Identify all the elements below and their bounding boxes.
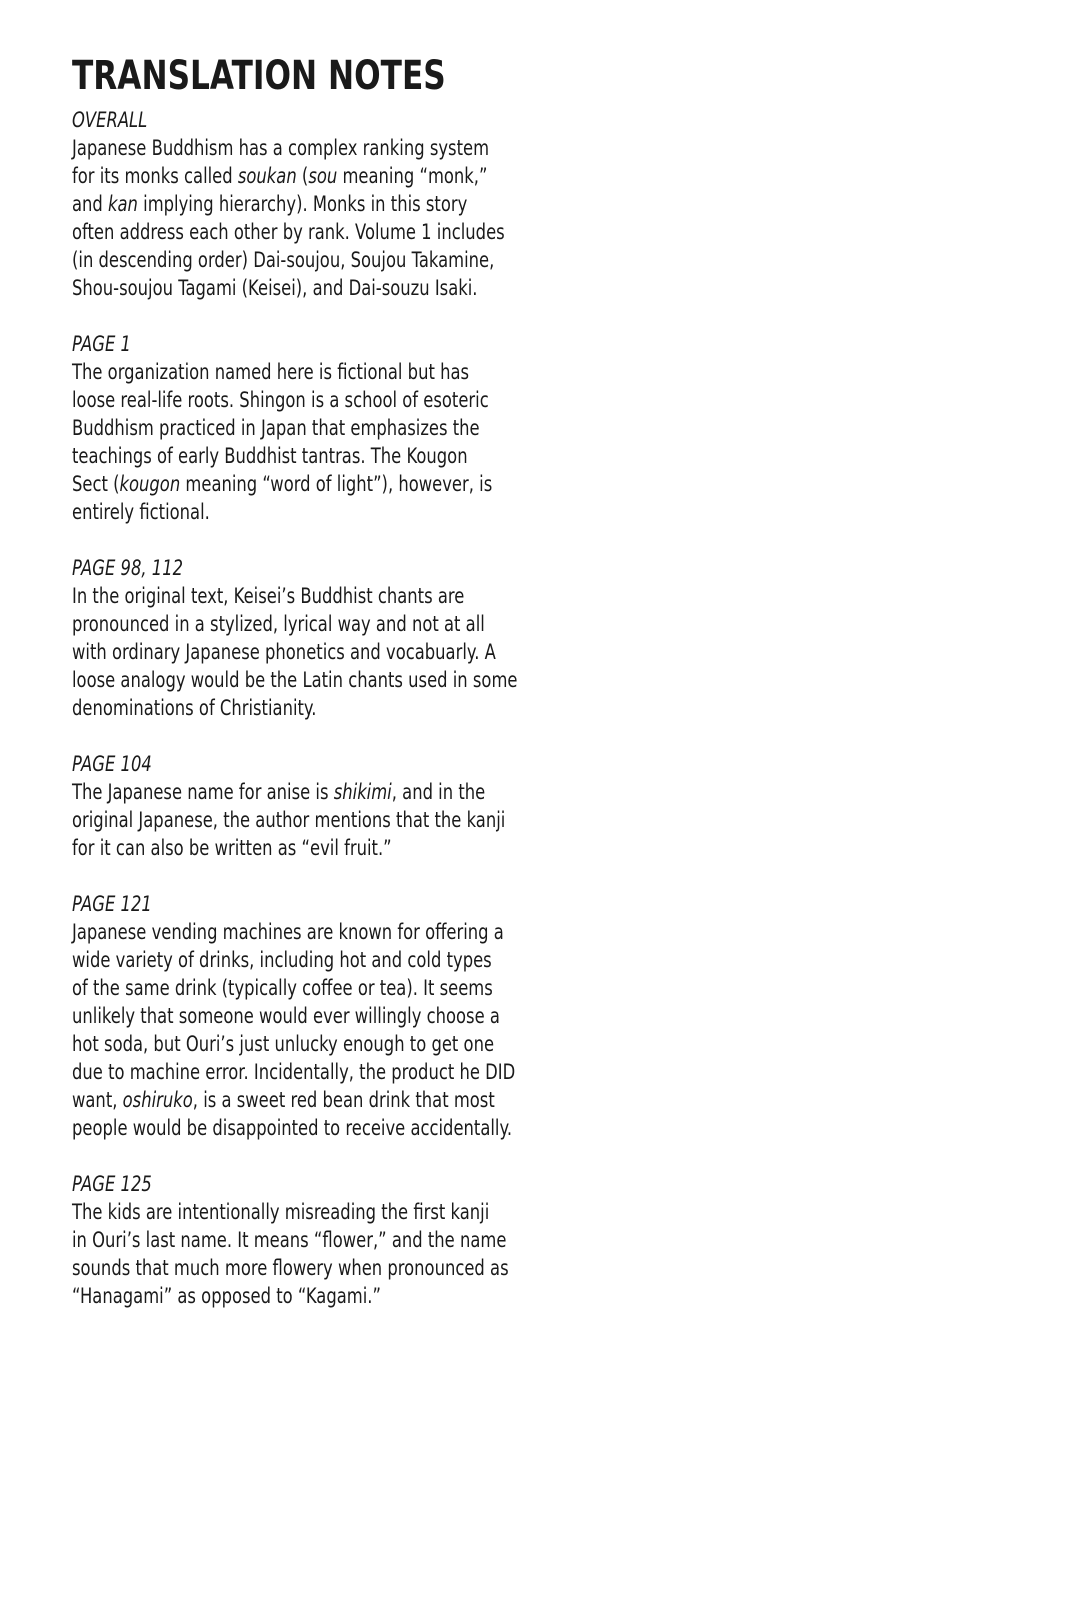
note-text-line: Sect (kougon meaning “word of light”), however, is: [72, 472, 493, 496]
notes-list: [72, 106, 518, 1310]
note-section: [72, 750, 512, 862]
note-text-line: loose real-life roots. Shingon is a school of esoteric: [72, 388, 489, 412]
italic-term: soukan: [237, 164, 297, 188]
note-text-line: The Japanese name for anise is shikimi, and in the: [72, 780, 486, 804]
note-text-line: pronounced in a stylized, lyrical way and not at all: [72, 612, 485, 636]
note-text-line: due to machine error. Incidentally, the product he DID: [72, 1060, 516, 1084]
note-text-line: In the original text, Keisei’s Buddhist chants are: [72, 584, 465, 608]
note-text-line: Japanese vending machines are known for offering a: [72, 920, 504, 944]
italic-term: oshiruko: [122, 1088, 193, 1112]
note-text-line: loose analogy would be the Latin chants used in some: [72, 668, 518, 692]
note-heading: OVERALL: [72, 108, 148, 132]
note-text-line: for it can also be written as “evil fruit.”: [72, 836, 392, 860]
italic-term: kougon: [119, 472, 181, 496]
note-text-line: often address each other by rank. Volume 1 includes: [72, 220, 505, 244]
note-section: [72, 330, 512, 526]
note-text-line: The organization named here is fictional but has: [72, 360, 470, 384]
note-heading: PAGE 125: [72, 1172, 152, 1196]
note-text-line: hot soda, but Ouri’s just unlucky enough to get one: [72, 1032, 495, 1056]
note-section: [72, 1170, 512, 1310]
note-heading: PAGE 98, 112: [72, 556, 184, 580]
note-text-line: want, oshiruko, is a sweet red bean drink that most: [72, 1088, 495, 1112]
note-section: [72, 106, 512, 302]
page-title: TRANSLATION NOTES: [72, 53, 446, 99]
note-text-line: of the same drink (typically coffee or tea). It seems: [72, 976, 493, 1000]
note-text-line: Shou-soujou Tagami (Keisei), and Dai-souzu Isaki.: [72, 276, 478, 300]
italic-term: shikimi: [333, 780, 392, 804]
note-text-line: The kids are intentionally misreading the first kanji: [72, 1200, 490, 1224]
note-text-line: original Japanese, the author mentions that the kanji: [72, 808, 506, 832]
note-text-line: with ordinary Japanese phonetics and vocabuarly. A: [72, 640, 496, 664]
note-heading: PAGE 1: [72, 332, 131, 356]
note-text-line: and kan implying hierarchy). Monks in this story: [72, 192, 468, 216]
note-text-line: denominations of Christianity.: [72, 696, 317, 720]
note-section: [72, 554, 518, 722]
note-text-line: for its monks called soukan (sou meaning “monk,”: [72, 164, 488, 188]
note-text-line: entirely fictional.: [72, 500, 210, 524]
note-text-line: Japanese Buddhism has a complex ranking system: [72, 136, 490, 160]
note-text-line: people would be disappointed to receive accidentally.: [72, 1116, 513, 1140]
note-heading: PAGE 104: [72, 752, 152, 776]
italic-term: sou: [308, 164, 338, 188]
note-text-line: sounds that much more flowery when pronounced as: [72, 1256, 509, 1280]
note-text-line: unlikely that someone would ever willingly choose a: [72, 1004, 500, 1028]
translation-notes-page: [72, 48, 518, 1310]
note-text-line: Buddhism practiced in Japan that emphasizes the: [72, 416, 480, 440]
note-section: [72, 890, 516, 1142]
note-text-line: in Ouri’s last name. It means “flower,” and the name: [72, 1228, 507, 1252]
note-text-line: “Hanagami” as opposed to “Kagami.”: [72, 1284, 381, 1308]
note-text-line: (in descending order) Dai-soujou, Soujou Takamine,: [72, 248, 495, 272]
italic-term: kan: [108, 192, 138, 216]
note-text-line: teachings of early Buddhist tantras. The Kougon: [72, 444, 468, 468]
note-text-line: wide variety of drinks, including hot and cold types: [72, 948, 492, 972]
note-heading: PAGE 121: [72, 892, 152, 916]
